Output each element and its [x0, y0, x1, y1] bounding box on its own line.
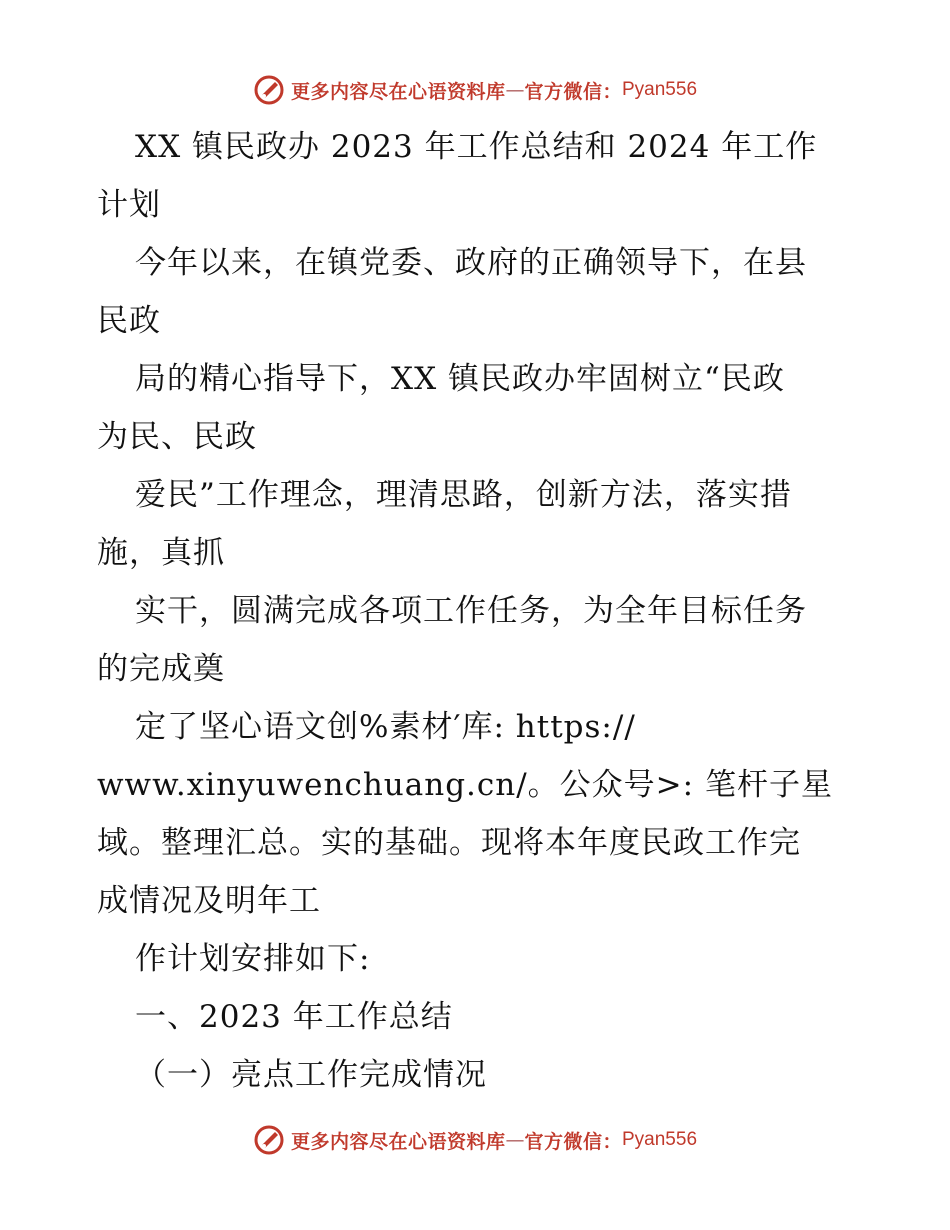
banner-brand-text: 更多内容尽在心语资料库 — [290, 1130, 506, 1153]
paragraph-line: 域。整理汇总。实的基础。现将本年度民政工作完 — [97, 825, 801, 861]
banner-label: 官方微信： — [524, 1130, 622, 1153]
paragraph-line: 施，真抓 — [97, 535, 225, 571]
paragraph-line: 今年以来，在镇党委、政府的正确领导下，在县 — [135, 245, 807, 281]
document-body — [97, 118, 857, 1104]
paragraph-line: 的完成奠 — [97, 651, 225, 687]
paragraph-line: 作计划安排如下: — [135, 941, 371, 977]
subsection-heading: （一）亮点工作完成情况 — [135, 1057, 487, 1093]
header-banner — [0, 70, 950, 110]
paragraph-line: 成情况及明年工 — [97, 883, 321, 919]
paragraph-line: 局的精心指导下，XX 镇民政办牢固树立“民政 — [135, 361, 785, 397]
paragraph-line: 民政 — [97, 303, 161, 339]
brand-logo-icon — [253, 74, 285, 106]
banner-separator: — — [505, 1129, 525, 1151]
banner-brand-text: 更多内容尽在心语资料库 — [290, 80, 506, 103]
banner-wechat-id: Pyan556 — [622, 1129, 698, 1150]
title-line-2: 计划 — [97, 187, 161, 223]
paragraph-line: 为民、民政 — [97, 419, 257, 455]
banner-label: 官方微信： — [524, 80, 622, 103]
title-line-1: XX 镇民政办 2023 年工作总结和 2024 年工作 — [135, 129, 818, 165]
section-heading: 一、2023 年工作总结 — [135, 999, 453, 1035]
paragraph-line: 定了坚心语文创%素材′库: https:// — [135, 709, 636, 745]
banner-separator: — — [505, 79, 525, 101]
banner-wechat-id: Pyan556 — [622, 79, 698, 100]
paragraph-line: 爱民”工作理念，理清思路，创新方法，落实措 — [135, 477, 792, 513]
paragraph-line: www.xinyuwenchuang.cn/。公众号>: 笔杆子星 — [97, 767, 833, 803]
footer-banner — [0, 1120, 950, 1160]
paragraph-line: 实干，圆满完成各项工作任务，为全年目标任务 — [135, 593, 807, 629]
brand-logo-icon — [253, 1124, 285, 1156]
